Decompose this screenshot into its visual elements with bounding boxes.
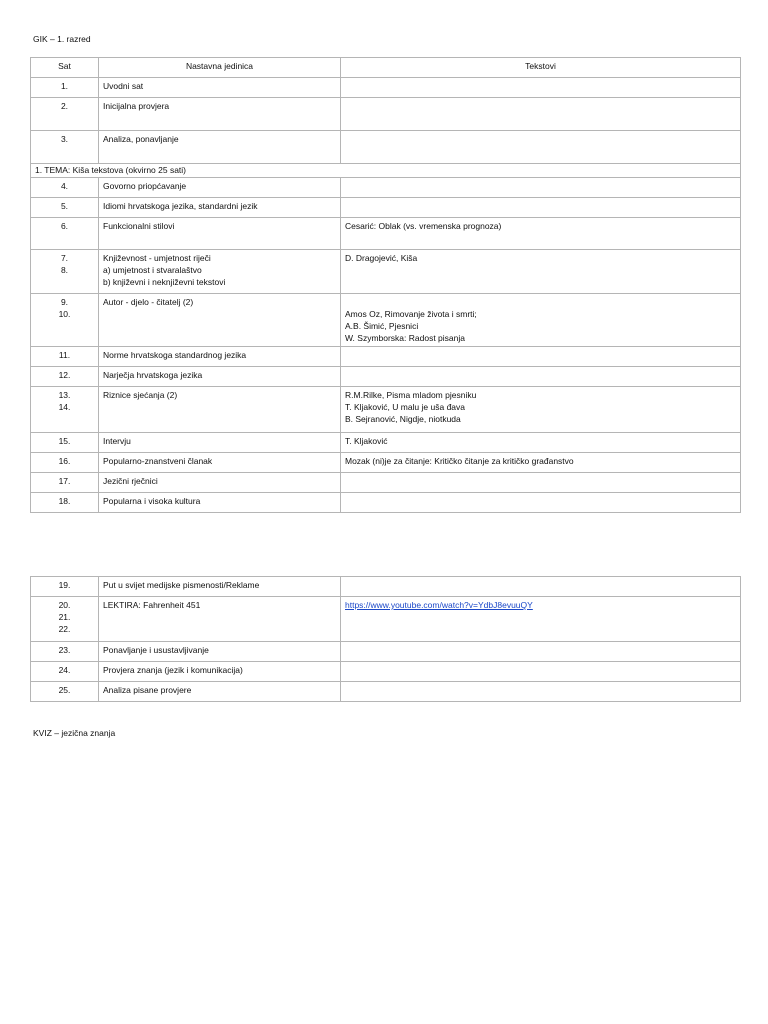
table-row [31,294,741,347]
cell-nastavna-jedinica-line: Govorno priopćavanje [103,181,187,191]
cell-sat-line: 25. [58,685,71,695]
cell-sat [31,453,99,473]
cell-tekstovi [341,131,741,164]
cell-nastavna-jedinica-line: Ponavljanje i usustavljivanje [103,645,209,655]
header-tekstovi: Tekstovi [341,58,741,78]
cell-sat [31,98,99,131]
cell-sat-line: 16. [58,456,71,466]
cell-nastavna-jedinica [99,433,341,453]
cell-tekstovi [341,250,741,294]
table-row [31,433,741,453]
cell-tekstovi-line: B. Sejranović, Nigdje, niotkuda [345,414,461,424]
cell-nastavna-jedinica [99,642,341,662]
cell-sat [31,433,99,453]
cell-nastavna-jedinica-line: Popularna i visoka kultura [103,496,201,506]
cell-tekstovi-line [345,296,736,308]
cell-tekstovi [341,198,741,218]
cell-sat-line: 20. [58,600,71,610]
cell-sat-line: 24. [58,665,71,675]
cell-nastavna-jedinica [99,78,341,98]
cell-nastavna-jedinica-line: LEKTIRA: Fahrenheit 451 [103,600,201,610]
cell-sat-line: 11. [58,350,71,360]
cell-sat-line: 17. [58,476,71,486]
cell-nastavna-jedinica [99,178,341,198]
cell-nastavna-jedinica [99,98,341,131]
cell-nastavna-jedinica-line: Popularno-znanstveni članak [103,456,213,466]
cell-sat-line: 9. [60,297,69,307]
cell-nastavna-jedinica [99,218,341,250]
table-body-1 [31,78,741,513]
cell-sat-line: 21. [58,612,71,622]
document-title: GIK – 1. razred [33,34,91,44]
table-row [31,131,741,164]
table-header-row [31,58,741,78]
cell-sat [31,347,99,367]
cell-sat-line: 8. [60,265,69,275]
cell-sat [31,78,99,98]
cell-sat [31,367,99,387]
theme-heading: 1. TEMA: Kiša tekstova (okvirno 25 sati) [31,164,741,178]
table-row [31,178,741,198]
cell-nastavna-jedinica-line: Inicijalna provjera [103,101,170,111]
cell-nastavna-jedinica [99,597,341,642]
cell-tekstovi [341,642,741,662]
cell-sat [31,642,99,662]
curriculum-table-2 [30,576,741,702]
cell-sat [31,178,99,198]
cell-tekstovi [341,387,741,433]
cell-nastavna-jedinica [99,662,341,682]
cell-nastavna-jedinica-line: Jezični rječnici [103,476,158,486]
cell-tekstovi [341,597,741,642]
table-row [31,218,741,250]
cell-nastavna-jedinica-line: Provjera znanja (jezik i komunikacija) [103,665,243,675]
cell-tekstovi-line: D. Dragojević, Kiša [345,253,418,263]
cell-tekstovi [341,577,741,597]
cell-sat [31,473,99,493]
cell-sat-line: 13. [58,390,71,400]
curriculum-table-1 [30,57,741,513]
cell-tekstovi [341,682,741,702]
cell-sat-line: 7. [60,253,69,263]
table-row [31,642,741,662]
cell-sat-line: 15. [58,436,71,446]
cell-nastavna-jedinica-line: Funkcionalni stilovi [103,221,175,231]
cell-nastavna-jedinica-line: Analiza pisane provjere [103,685,192,695]
cell-sat [31,682,99,702]
cell-sat-line: 5. [60,201,69,211]
cell-nastavna-jedinica [99,347,341,367]
cell-sat-line: 18. [58,496,71,506]
cell-sat-line: 1. [60,81,69,91]
cell-sat [31,597,99,642]
cell-sat [31,250,99,294]
cell-nastavna-jedinica-line: Put u svijet medijske pismenosti/Reklame [103,580,260,590]
cell-nastavna-jedinica-line: Narječja hrvatskoga jezika [103,370,203,380]
table-row [31,347,741,367]
table-row [31,577,741,597]
header-sat: Sat [31,58,99,78]
cell-tekstovi [341,493,741,513]
cell-nastavna-jedinica-line: Književnost - umjetnost riječi [103,253,211,263]
table-row [31,473,741,493]
table-row [31,662,741,682]
cell-sat-line: 23. [58,645,71,655]
cell-tekstovi [341,662,741,682]
cell-sat-line: 3. [60,134,69,144]
cell-sat-line: 10. [58,309,71,319]
cell-sat [31,198,99,218]
table-row [31,597,741,642]
cell-sat [31,131,99,164]
table-row [31,98,741,131]
cell-nastavna-jedinica [99,682,341,702]
youtube-link[interactable]: https://www.youtube.com/watch?v=YdbJ8evuuQY [345,600,533,610]
cell-sat-line: 4. [60,181,69,191]
cell-nastavna-jedinica-line: Riznice sjećanja (2) [103,390,178,400]
table-row [31,198,741,218]
table-row [31,453,741,473]
cell-tekstovi [341,367,741,387]
table-row [31,387,741,433]
table-row [31,493,741,513]
cell-nastavna-jedinica [99,387,341,433]
cell-tekstovi-line: W. Szymborska: Radost pisanja [345,333,465,343]
cell-tekstovi [341,453,741,473]
cell-tekstovi-line: T. Kljaković [345,436,388,446]
cell-nastavna-jedinica-line: Idiomi hrvatskoga jezika, standardni jezik [103,201,258,211]
cell-tekstovi [341,347,741,367]
cell-nastavna-jedinica [99,250,341,294]
cell-tekstovi [341,78,741,98]
cell-tekstovi [341,218,741,250]
cell-nastavna-jedinica-line: Autor - djelo - čitatelj (2) [103,297,194,307]
cell-sat [31,662,99,682]
header-nastavna-jedinica: Nastavna jedinica [99,58,341,78]
table-body-2 [31,577,741,702]
table-row [31,367,741,387]
cell-sat [31,218,99,250]
cell-tekstovi [341,473,741,493]
cell-tekstovi [341,294,741,347]
cell-sat-line: 12. [58,370,71,380]
cell-nastavna-jedinica-line: Intervju [103,436,131,446]
cell-nastavna-jedinica-line: a) umjetnost i stvaralaštvo [103,265,202,275]
cell-tekstovi-line: Cesarić: Oblak (vs. vremenska prognoza) [345,221,502,231]
cell-sat-line: 2. [60,101,69,111]
cell-nastavna-jedinica-line: Analiza, ponavljanje [103,134,179,144]
table-row [31,250,741,294]
cell-sat-line: 19. [58,580,71,590]
cell-sat [31,577,99,597]
cell-tekstovi [341,98,741,131]
cell-tekstovi-line: R.M.Rilke, Pisma mladom pjesniku [345,390,477,400]
cell-tekstovi-line: T. Kljaković, U malu je uša đava [345,402,465,412]
cell-nastavna-jedinica [99,198,341,218]
cell-sat-line: 22. [58,624,71,634]
cell-nastavna-jedinica-line: Uvodni sat [103,81,144,91]
cell-tekstovi-line: Amos Oz, Rimovanje života i smrti; [345,309,477,319]
cell-tekstovi [341,433,741,453]
cell-nastavna-jedinica [99,367,341,387]
cell-sat [31,493,99,513]
cell-nastavna-jedinica [99,131,341,164]
cell-tekstovi-line: A.B. Šimić, Pjesnici [345,321,419,331]
cell-nastavna-jedinica-line: b) književni i neknjiževni tekstovi [103,277,226,287]
cell-sat [31,387,99,433]
table-row [31,164,741,178]
table-row [31,78,741,98]
footer-note: KVIZ – jezična znanja [33,728,116,738]
cell-sat-line: 6. [60,221,69,231]
cell-nastavna-jedinica [99,294,341,347]
cell-sat-line: 14. [58,402,71,412]
cell-nastavna-jedinica-line: Norme hrvatskoga standardnog jezika [103,350,247,360]
cell-nastavna-jedinica [99,493,341,513]
cell-nastavna-jedinica [99,473,341,493]
cell-tekstovi-line: Mozak (ni)je za čitanje: Kritičko čitanje za kritičko građanstvo [345,456,574,466]
cell-nastavna-jedinica [99,577,341,597]
cell-tekstovi [341,178,741,198]
cell-sat [31,294,99,347]
cell-nastavna-jedinica [99,453,341,473]
table-row [31,682,741,702]
